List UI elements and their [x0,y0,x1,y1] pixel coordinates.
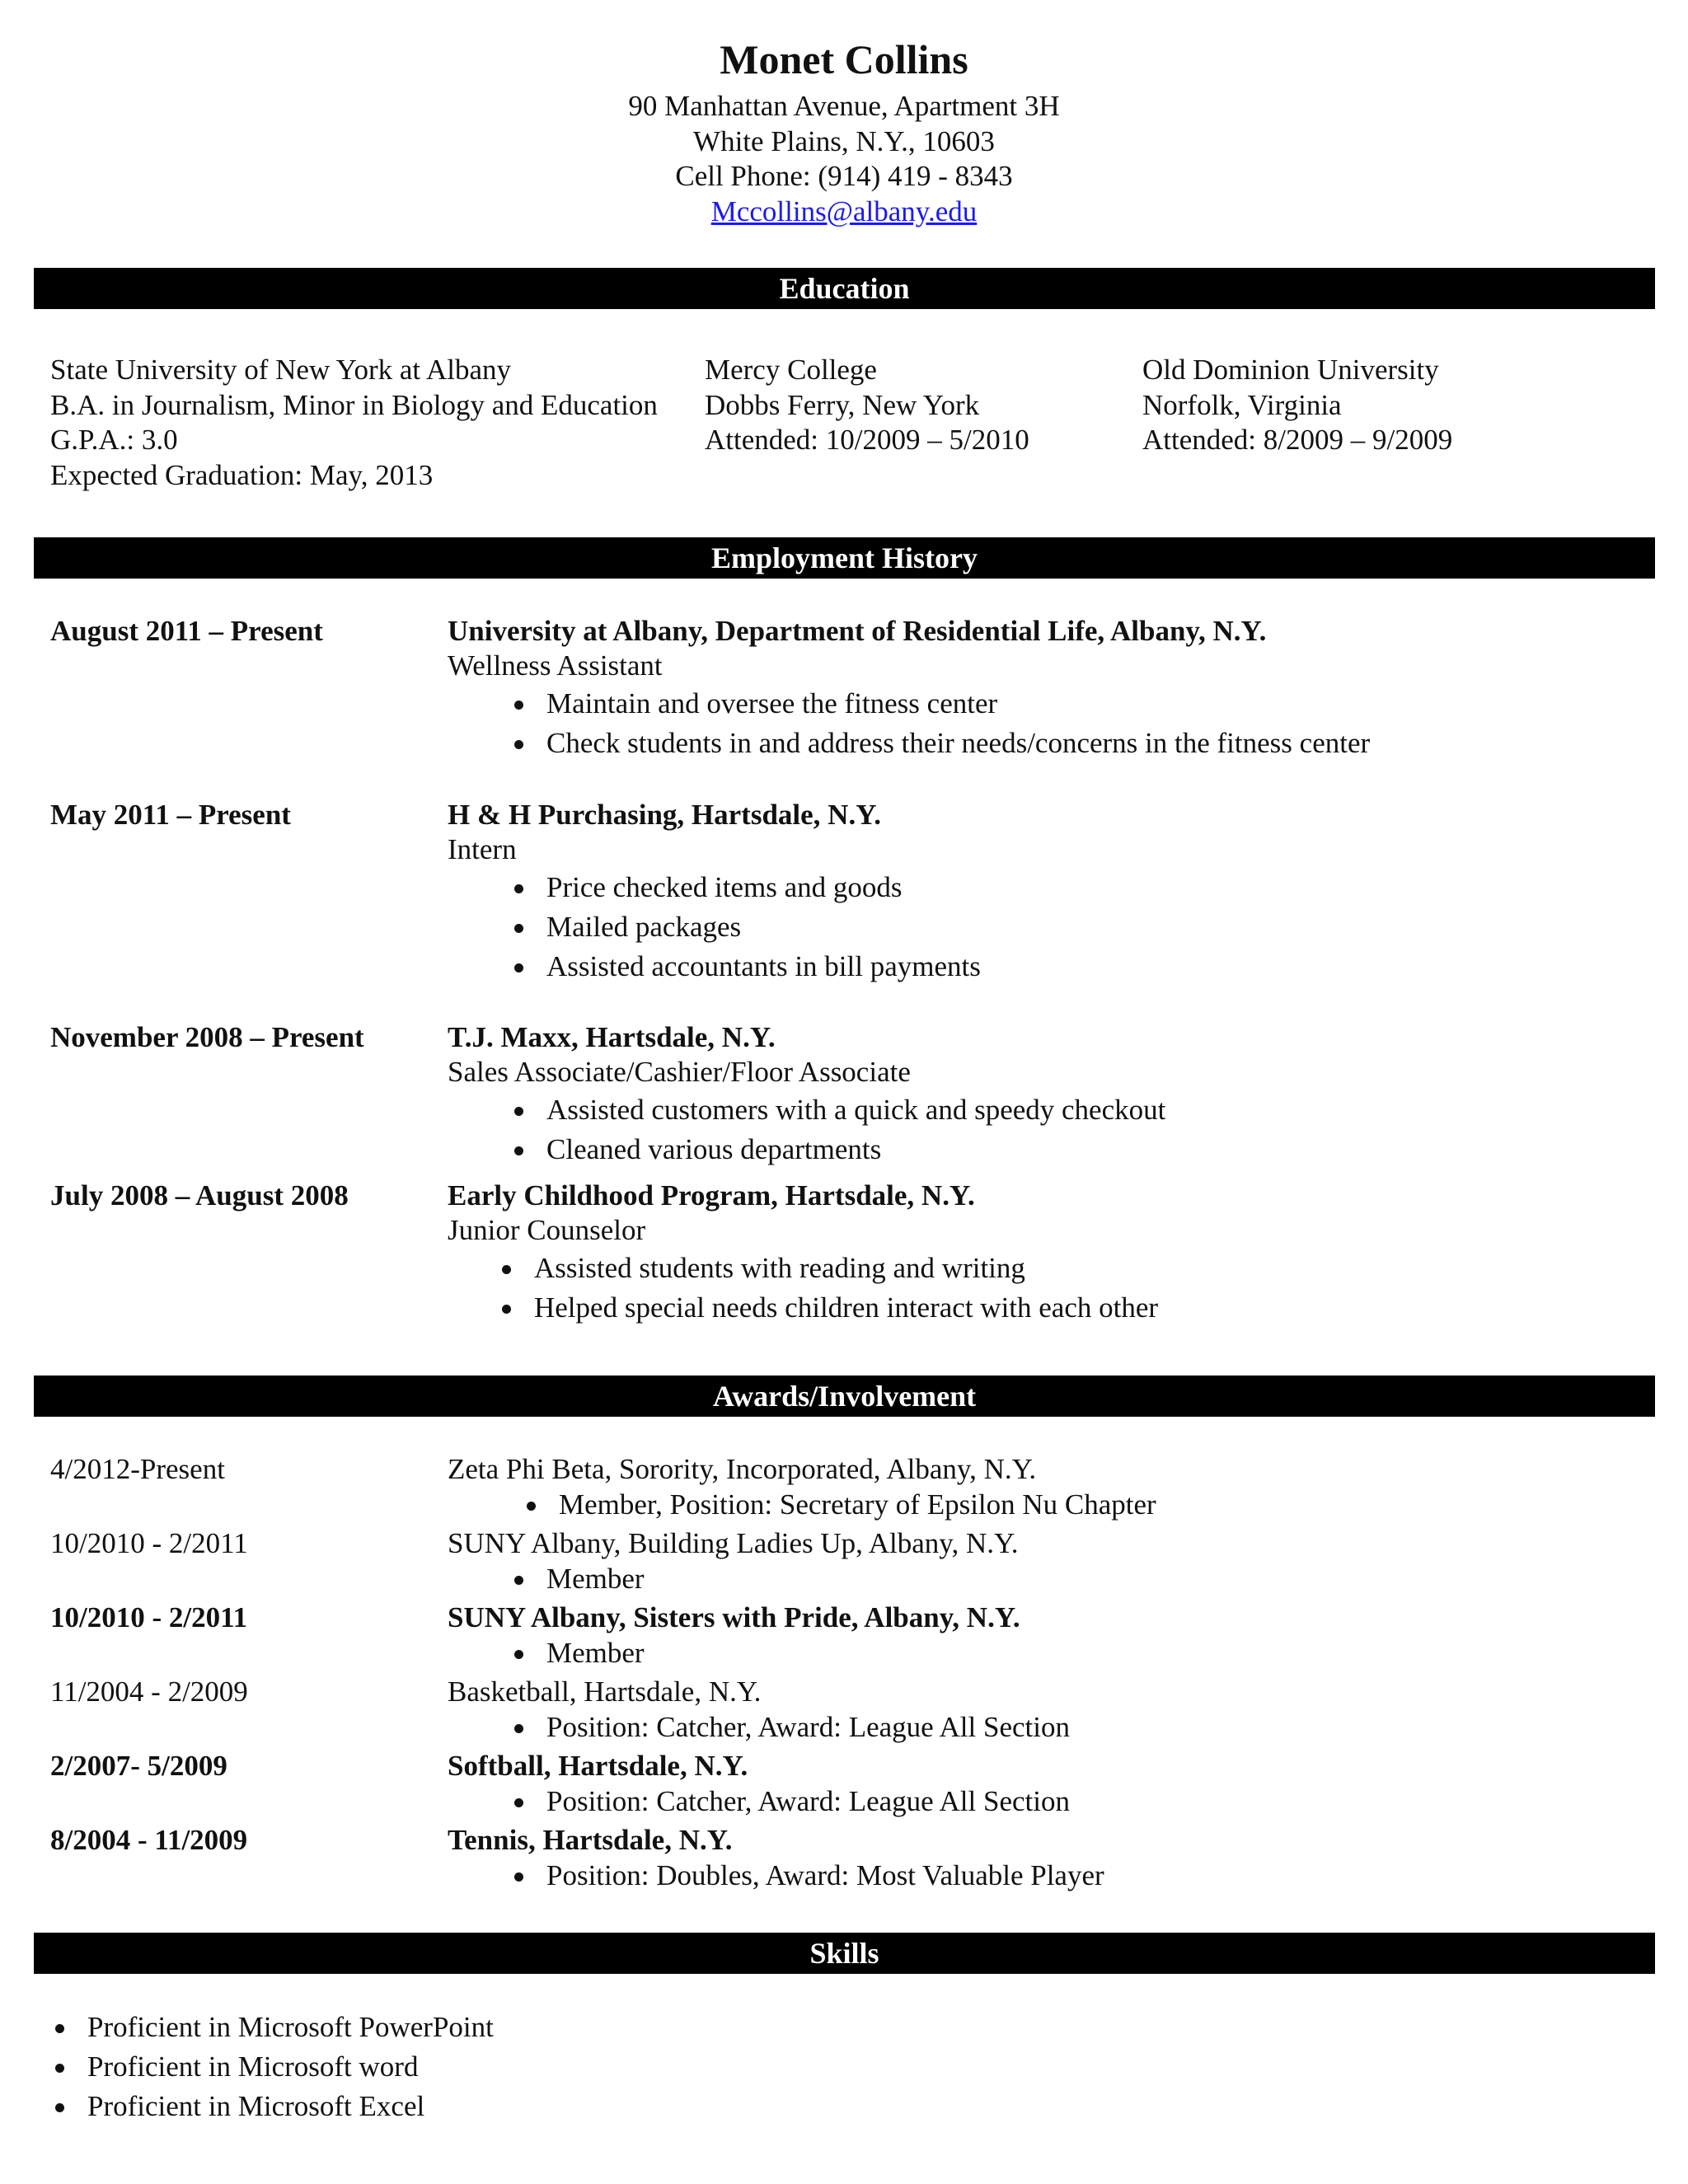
duty-item: Assisted students with reading and writing [534,1249,1158,1288]
skill-item: Proficient in Microsoft word [87,2047,494,2087]
duty-item: Cleaned various departments [546,1130,1165,1169]
award-date: 4/2012-Present [50,1453,225,1485]
duty-item: Mailed packages [546,907,981,947]
email-link[interactable]: Mccollins@albany.edu [710,194,978,227]
education-line: B.A. in Journalism, Minor in Biology and Education [50,388,658,421]
employer-name: University at Albany, Department of Residential Life, Albany, N.Y. [448,615,1267,647]
skills-section-heading: Skills [34,1933,1655,1974]
job-title: Sales Associate/Cashier/Floor Associate [448,1056,911,1088]
phone-number: Cell Phone: (914) 419 - 8343 [675,160,1013,192]
skill-item: Proficient in Microsoft PowerPoint [87,2008,494,2047]
education-line: Norfolk, Virginia [1142,388,1342,421]
education-entry-mercy [705,353,1029,458]
award-date: 10/2010 - 2/2011 [50,1527,248,1559]
awards-section-heading: Awards/Involvement [34,1376,1655,1417]
award-date: 8/2004 - 11/2009 [50,1824,248,1856]
award-organization: Zeta Phi Beta, Sorority, Incorporated, Albany, N.Y. [448,1453,1037,1485]
award-date: 11/2004 - 2/2009 [50,1675,248,1708]
education-line: Attended: 8/2009 – 9/2009 [1142,424,1453,456]
duty-item: Maintain and oversee the fitness center [546,684,1370,724]
job-title: Wellness Assistant [448,649,663,682]
duty-item: Assisted accountants in bill payments [546,947,981,987]
duties-list [546,684,1370,763]
resume-header [0,30,1688,229]
award-date: 2/2007- 5/2009 [50,1750,227,1782]
employment-date: May 2011 – Present [50,799,291,831]
award-details [546,1708,1070,1747]
duty-item: Helped special needs children interact with each other [534,1288,1158,1328]
education-section-heading: Education [34,268,1655,309]
award-organization: Softball, Hartsdale, N.Y. [448,1750,748,1782]
duty-item: Assisted customers with a quick and speedy checkout [546,1090,1165,1130]
address-line-2: White Plains, N.Y., 10603 [693,124,995,157]
education-line: Mercy College [705,354,877,386]
education-line: State University of New York at Albany [50,354,511,386]
education-entry-old-dominion [1142,353,1452,458]
award-details [546,1782,1070,1821]
award-details [546,1559,645,1599]
duties-list [534,1249,1158,1328]
employment-date: August 2011 – Present [50,615,323,647]
education-line: Attended: 10/2009 – 5/2010 [705,424,1029,456]
award-detail-item: Position: Doubles, Award: Most Valuable Player [546,1856,1104,1896]
employment-section-heading: Employment History [34,537,1655,579]
education-entry-albany [50,353,658,493]
employment-date: July 2008 – August 2008 [50,1179,349,1212]
skills-list [87,2008,494,2126]
award-detail-item: Member [546,1633,645,1673]
award-organization: Basketball, Hartsdale, N.Y. [448,1675,762,1708]
applicant-name: Monet Collins [720,36,968,82]
duty-item: Price checked items and goods [546,868,981,907]
employer-name: H & H Purchasing, Hartsdale, N.Y. [448,799,882,831]
education-line: Dobbs Ferry, New York [705,388,980,421]
award-detail-item: Member [546,1559,645,1599]
education-line: Expected Graduation: May, 2013 [50,458,434,491]
award-details [559,1485,1156,1525]
job-title: Intern [448,833,517,865]
award-details [546,1633,645,1673]
duties-list [546,1090,1165,1169]
duties-list [546,868,981,987]
skill-item: Proficient in Microsoft Excel [87,2087,494,2126]
employment-date: November 2008 – Present [50,1021,364,1053]
address-line-1: 90 Manhattan Avenue, Apartment 3H [628,90,1060,122]
award-date: 10/2010 - 2/2011 [50,1601,248,1633]
duty-item: Check students in and address their needs/concerns in the fitness center [546,724,1370,763]
education-line: G.P.A.: 3.0 [50,424,178,456]
award-detail-item: Member, Position: Secretary of Epsilon Nu Chapter [559,1485,1156,1525]
award-organization: Tennis, Hartsdale, N.Y. [448,1824,733,1856]
award-details [546,1856,1104,1896]
award-organization: SUNY Albany, Building Ladies Up, Albany, N.Y. [448,1527,1019,1559]
award-organization: SUNY Albany, Sisters with Pride, Albany, N.Y. [448,1601,1020,1633]
job-title: Junior Counselor [448,1214,646,1246]
education-line: Old Dominion University [1142,354,1439,386]
award-detail-item: Position: Catcher, Award: League All Section [546,1782,1070,1821]
award-detail-item: Position: Catcher, Award: League All Section [546,1708,1070,1747]
employer-name: Early Childhood Program, Hartsdale, N.Y. [448,1179,975,1212]
employer-name: T.J. Maxx, Hartsdale, N.Y. [448,1021,776,1053]
